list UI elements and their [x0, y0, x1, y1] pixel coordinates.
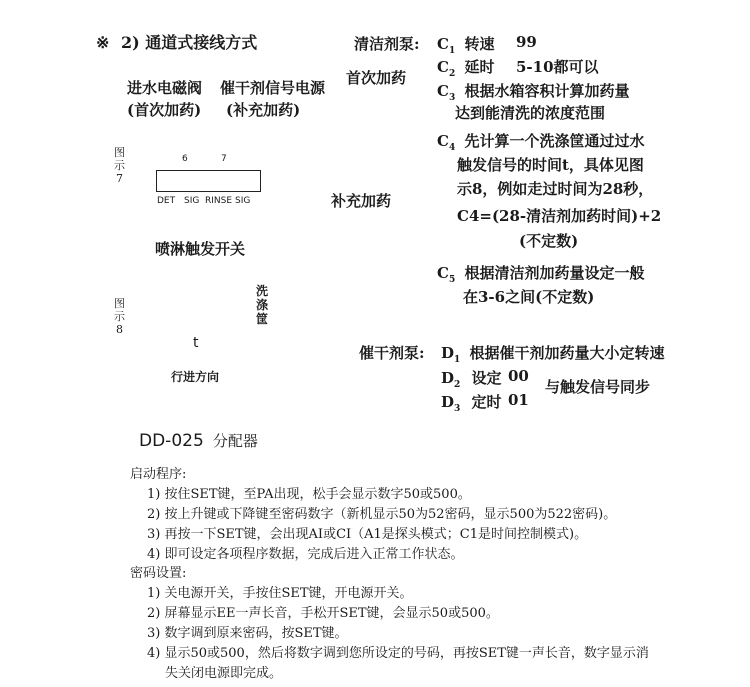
startup-step-4: 4) 即可设定各项程序数据，完成后进入正常工作状态。 [147, 547, 464, 562]
model-number: DD-025 [139, 431, 204, 451]
password-step-2: 2) 屏幕显示EE一声长音，手松开SET键，会显示50或500。 [147, 606, 499, 621]
time-t-label: t [193, 335, 199, 351]
terminal-6-label: 6 [182, 154, 188, 164]
startup-step-2: 2) 按上升键或下降键至密码数字（新机显示50为52密码，显示500为522密码)。 [147, 507, 617, 522]
terminal-7-label: 7 [221, 154, 227, 164]
label-dryer-signal: 催干剂信号电源 [220, 79, 326, 97]
startup-title: 启动程序: [130, 467, 187, 482]
c1-value: 99 [516, 33, 537, 51]
spray-trigger-label: 喷淋触发开关 [155, 240, 246, 258]
header-title [96, 30, 257, 53]
d3-row: $D_3$ 定时 [441, 393, 502, 414]
terminal-det: DET [157, 196, 176, 206]
password-step-4: 4) 显示50或500，然后将数字调到您所设定的号码，再按SET键一声长音，数字显示消 [147, 646, 649, 661]
c4-row: $C_4$ 先计算一个洗涤筐通过过水 [437, 132, 645, 153]
password-step-4-cont: 失关闭电源即完成。 [165, 666, 283, 681]
startup-step-1: 1) 按住SET键，至PA出现，松手会显示数字50或500。 [147, 487, 471, 502]
c4-line-2: 触发信号的时间t，具体见图 [457, 156, 644, 174]
terminal-rinse: RINSE [205, 196, 233, 206]
startup-step-3: 3) 再按一下SET键，会出现AI或CI（A1是探头模式；C1是时间控制模式)。 [147, 527, 588, 542]
password-step-3: 3) 数字调到原来密码，按SET键。 [147, 626, 348, 641]
password-title: 密码设置: [130, 566, 187, 581]
sync-label: 与触发信号同步 [545, 378, 651, 396]
d2-value: 00 [508, 367, 529, 385]
pump-dryer-label: 催干剂泵: [359, 344, 425, 362]
c4-line-3: 示8，例如走过时间为28秒， [457, 180, 654, 198]
terminal-sig-2: SIG [235, 196, 251, 206]
distributor-title: 分配器 [212, 432, 258, 450]
c3-text-2: 达到能清洗的浓度范围 [455, 104, 606, 122]
label-inlet-sub: (首次加药) [127, 101, 202, 119]
c5-row: $C_5$ 根据清洁剂加药量设定一般 [437, 264, 645, 285]
basket-label: 洗 涤 筐 [256, 284, 269, 326]
supplementary-dose-label: 补充加药 [331, 192, 392, 210]
d1-row: $D_1$ 根据催干剂加药量大小定转速 [441, 344, 665, 365]
label-inlet-valve: 进水电磁阀 [127, 79, 203, 97]
label-dryer-sub: (补充加药) [226, 101, 301, 119]
d3-value: 01 [508, 391, 529, 409]
c4-line-4: C4=(28-清洁剂加药时间)+2 [457, 207, 662, 225]
figure-7-label: 图 示 7 [114, 146, 125, 185]
c2-row: $C_2$ 延时 [437, 58, 495, 79]
first-dose-label: 首次加药 [346, 69, 407, 87]
c2-value: 5-10都可以 [516, 58, 599, 76]
c5-line-2: 在3-6之间(不定数) [463, 288, 595, 306]
section-title [139, 430, 258, 451]
c4-line-5: (不定数) [519, 232, 579, 250]
c1-row: $C_1$ 转速 [437, 35, 495, 56]
d2-row: $D_2$ 设定 [441, 369, 502, 390]
direction-label: 行进方向 [171, 370, 220, 384]
password-step-1: 1) 关电源开关，手按住SET键，开电源开关。 [147, 586, 413, 601]
c3-row: $C_3$ 根据水箱容积计算加药量 [437, 82, 630, 103]
reference-mark: ※ [96, 33, 110, 52]
section-heading: 2) 通道式接线方式 [120, 33, 258, 52]
pump-clean-label: 清洁剂泵: [354, 35, 420, 53]
terminal-sig-1: SIG [184, 196, 200, 206]
figure-8-label: 图 示 8 [114, 297, 125, 336]
